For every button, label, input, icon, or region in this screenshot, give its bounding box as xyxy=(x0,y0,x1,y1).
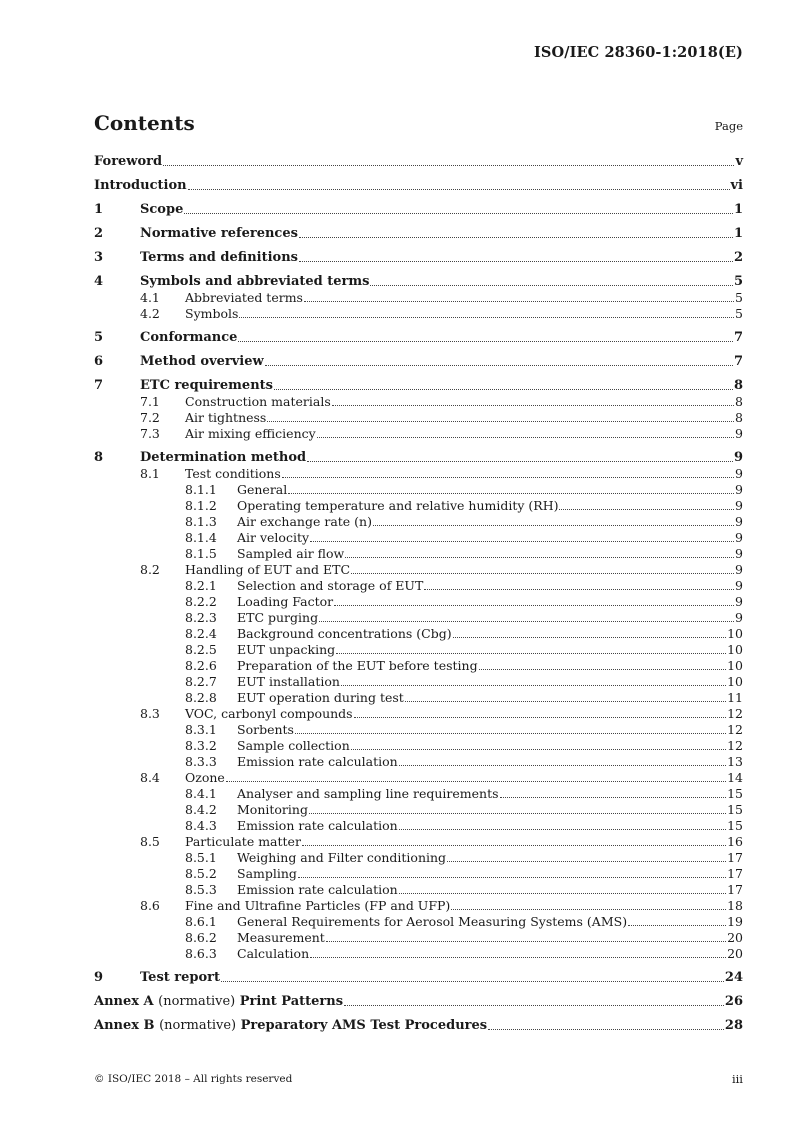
toc-entry[interactable] xyxy=(94,178,743,194)
toc-entry-page: 8 xyxy=(733,378,743,393)
toc-entry-label: Symbols and abbreviated terms xyxy=(140,274,370,289)
toc-entry-page: 9 xyxy=(735,514,743,529)
toc-entry-label: Particulate matter xyxy=(185,834,301,849)
toc-entry-page: 9 xyxy=(735,426,743,441)
toc-entry-page: 9 xyxy=(735,466,743,481)
toc-entry-number: 8.5 xyxy=(140,834,160,849)
toc-entry-page: 14 xyxy=(727,770,743,785)
dot-leader xyxy=(299,261,733,262)
toc-entry-number: 8.5.3 xyxy=(185,882,217,897)
toc-entry-label: Emission rate calculation xyxy=(237,818,398,833)
toc-entry-number: 8.1.1 xyxy=(185,482,217,497)
toc-entry-label: Method overview xyxy=(140,354,264,369)
toc-entry-page: 19 xyxy=(727,914,743,929)
toc-entry-label: Ozone xyxy=(185,770,225,785)
toc-entry-page: 18 xyxy=(727,898,743,913)
toc-entry[interactable] xyxy=(94,850,743,866)
toc-entry-number: 8.1.4 xyxy=(185,530,217,545)
toc-entry[interactable] xyxy=(94,674,743,690)
toc-entry-page: 16 xyxy=(727,834,743,849)
dot-leader xyxy=(319,621,734,622)
toc-entry-number: 4 xyxy=(94,274,104,289)
toc-entry-number: 2 xyxy=(94,226,104,241)
toc-entry[interactable] xyxy=(94,690,743,706)
document-identifier: ISO/IEC 28360-1:2018(E) xyxy=(534,44,743,61)
toc-entry-number: 8.2 xyxy=(140,562,160,577)
toc-entry-page: 9 xyxy=(735,610,743,625)
toc-entry-page: 10 xyxy=(727,626,743,641)
toc-entry-label: ETC purging xyxy=(237,610,319,625)
annex-prefix: Annex B xyxy=(94,1018,155,1033)
toc-entry-number: 3 xyxy=(94,250,104,265)
toc-entry-number: 9 xyxy=(94,970,104,985)
toc-entry[interactable] xyxy=(94,754,743,770)
dot-leader xyxy=(299,237,733,238)
toc-entry-number: 5 xyxy=(94,330,104,345)
toc-entry-label: Foreword xyxy=(94,154,163,169)
dot-leader xyxy=(399,765,726,766)
toc-entry[interactable] xyxy=(94,970,743,986)
toc-entry-label: Weighing and Filter conditioning xyxy=(237,850,447,865)
toc-entry[interactable] xyxy=(94,410,743,426)
toc-entry-page: 13 xyxy=(727,754,743,769)
toc-entry-label: Scope xyxy=(140,202,184,217)
toc-entry-page: 17 xyxy=(727,850,743,865)
toc-entry-page: 1 xyxy=(733,226,743,241)
toc-entry-number: 8.6 xyxy=(140,898,160,913)
dot-leader xyxy=(405,701,726,702)
toc-entry-number: 8.2.3 xyxy=(185,610,217,625)
dot-leader xyxy=(559,509,734,510)
toc-entry[interactable] xyxy=(94,250,743,266)
toc-entry-label: Handling of EUT and ETC xyxy=(185,562,351,577)
toc-entry-label: Abbreviated terms xyxy=(185,290,303,305)
toc-entry[interactable] xyxy=(94,330,743,346)
toc-entry-label: VOC, carbonyl compounds xyxy=(185,706,353,721)
toc-entry[interactable] xyxy=(94,482,743,498)
toc-entry-label: Sorbents xyxy=(237,722,294,737)
toc-entry-page: 15 xyxy=(727,818,743,833)
dot-leader xyxy=(309,813,726,814)
toc-entry-page: 10 xyxy=(727,658,743,673)
toc-entry-label: Conformance xyxy=(140,330,238,345)
toc-entry-page: 2 xyxy=(733,250,743,265)
toc-entry-page: 15 xyxy=(727,786,743,801)
dot-leader xyxy=(370,285,732,286)
toc-entry-label: Symbols xyxy=(185,306,239,321)
toc-entry-page: 9 xyxy=(735,482,743,497)
toc-entry-page: 17 xyxy=(727,882,743,897)
toc-entry-page: 7 xyxy=(733,354,743,369)
toc-entry-page: 20 xyxy=(727,946,743,961)
dot-leader xyxy=(479,669,727,670)
dot-leader xyxy=(332,405,734,406)
annex-kind: (normative) xyxy=(159,1018,237,1033)
toc-entry-page: 9 xyxy=(733,450,743,465)
toc-entry-number: 8.2.1 xyxy=(185,578,217,593)
toc-entry-number: 7 xyxy=(94,378,104,393)
annex-title: Print Patterns xyxy=(239,994,344,1009)
toc-entry-page: 8 xyxy=(735,394,743,409)
table-of-contents xyxy=(94,154,743,1034)
toc-entry[interactable] xyxy=(94,818,743,834)
toc-entry-number: 8.4.2 xyxy=(185,802,217,817)
dot-leader xyxy=(310,541,734,542)
toc-entry[interactable] xyxy=(94,642,743,658)
toc-entry[interactable] xyxy=(94,578,743,594)
toc-entry-number: 8.6.2 xyxy=(185,930,217,945)
dot-leader xyxy=(351,749,726,750)
toc-entry-page: 5 xyxy=(735,306,743,321)
dot-leader xyxy=(399,829,726,830)
dot-leader xyxy=(288,493,734,494)
toc-entry-number: 4.2 xyxy=(140,306,160,321)
toc-entry-label: Construction materials xyxy=(185,394,331,409)
page-title: Contents xyxy=(94,111,195,135)
toc-entry-label: Calculation xyxy=(237,946,310,961)
toc-entry[interactable] xyxy=(94,834,743,850)
toc-entry-number: 8.2.2 xyxy=(185,594,217,609)
toc-entry[interactable] xyxy=(94,514,743,530)
toc-entry-page: 5 xyxy=(735,290,743,305)
toc-entry-label: Air tightness xyxy=(185,410,267,425)
toc-entry[interactable] xyxy=(94,946,743,962)
toc-entry-label: Air exchange rate (n) xyxy=(237,514,372,529)
dot-leader xyxy=(310,957,726,958)
dot-leader xyxy=(298,877,726,878)
dot-leader xyxy=(265,365,733,366)
dot-leader xyxy=(295,733,726,734)
dot-leader xyxy=(226,781,726,782)
toc-entry[interactable] xyxy=(94,306,743,322)
dot-leader xyxy=(188,189,730,190)
toc-entry-label: Terms and definitions xyxy=(140,250,298,265)
toc-entry-label: Preparation of the EUT before testing xyxy=(237,658,478,673)
dot-leader xyxy=(334,605,734,606)
toc-entry-label: Monitoring xyxy=(237,802,308,817)
toc-entry-label: Introduction xyxy=(94,178,187,193)
toc-entry-label: Determination method xyxy=(140,450,307,465)
toc-entry[interactable] xyxy=(94,290,743,306)
toc-entry-number: 8.5.2 xyxy=(185,866,217,881)
toc-entry-label: Sampling xyxy=(237,866,297,881)
toc-entry-number: 8.4.1 xyxy=(185,786,217,801)
toc-entry[interactable] xyxy=(94,658,743,674)
toc-entry-label: Analyser and sampling line requirements xyxy=(237,786,499,801)
dot-leader xyxy=(302,845,726,846)
dot-leader xyxy=(336,653,726,654)
toc-entry-number: 8.2.7 xyxy=(185,674,217,689)
toc-entry-page: 1 xyxy=(733,202,743,217)
toc-entry-number: 8.6.1 xyxy=(185,914,217,929)
dot-leader xyxy=(354,717,727,718)
toc-entry-page: 9 xyxy=(735,562,743,577)
toc-entry[interactable] xyxy=(94,562,743,578)
toc-entry-label: Background concentrations (Cbg) xyxy=(237,626,452,641)
toc-entry-page: 28 xyxy=(724,1018,743,1033)
dot-leader xyxy=(345,557,734,558)
toc-entry[interactable] xyxy=(94,546,743,562)
toc-entry-page: 26 xyxy=(724,994,743,1009)
toc-entry-page: 10 xyxy=(727,674,743,689)
toc-entry[interactable] xyxy=(94,354,743,370)
toc-entry[interactable] xyxy=(94,394,743,410)
dot-leader xyxy=(304,301,734,302)
toc-entry-number: 8.3 xyxy=(140,706,160,721)
toc-entry[interactable] xyxy=(94,610,743,626)
toc-entry-number: 8.1.3 xyxy=(185,514,217,529)
copyright-notice: © ISO/IEC 2018 – All rights reserved xyxy=(94,1073,293,1085)
dot-leader xyxy=(341,685,726,686)
dot-leader xyxy=(447,861,726,862)
toc-entry-label: General Requirements for Aerosol Measuring Systems (AMS) xyxy=(237,914,628,929)
toc-entry-page: 9 xyxy=(735,546,743,561)
toc-entry[interactable] xyxy=(94,722,743,738)
toc-entry-number: 7.2 xyxy=(140,410,160,425)
dot-leader xyxy=(424,589,734,590)
toc-entry-number: 8.2.8 xyxy=(185,690,217,705)
toc-entry-page: 17 xyxy=(727,866,743,881)
dot-leader xyxy=(267,421,734,422)
toc-entry-number: 8.6.3 xyxy=(185,946,217,961)
toc-entry-page: 9 xyxy=(735,578,743,593)
toc-entry[interactable] xyxy=(94,626,743,642)
toc-entry-page: 9 xyxy=(735,594,743,609)
dot-leader xyxy=(239,317,734,318)
toc-entry-label: EUT unpacking xyxy=(237,642,336,657)
toc-entry-page: 5 xyxy=(733,274,743,289)
toc-entry-label: Fine and Ultrafine Particles (FP and UFP) xyxy=(185,898,451,913)
toc-entry-number: 8.4 xyxy=(140,770,160,785)
toc-entry-label: Measurement xyxy=(237,930,325,945)
toc-entry[interactable] xyxy=(94,498,743,514)
annex-title: Preparatory AMS Test Procedures xyxy=(240,1018,488,1033)
toc-entry-label: Selection and storage of EUT xyxy=(237,578,424,593)
toc-entry-label: Test report xyxy=(140,970,221,985)
toc-entry-page: 11 xyxy=(727,690,743,705)
dot-leader xyxy=(351,573,734,574)
dot-leader xyxy=(307,461,733,462)
dot-leader xyxy=(451,909,726,910)
toc-entry-number: 8.1 xyxy=(140,466,160,481)
toc-entry-number: 8.3.3 xyxy=(185,754,217,769)
toc-annex-entry[interactable] xyxy=(94,994,743,1010)
page-column-header: Page xyxy=(714,119,743,133)
toc-entry-number: 8 xyxy=(94,450,104,465)
toc-entry[interactable] xyxy=(94,450,743,466)
toc-entry-label: General xyxy=(237,482,288,497)
annex-kind: (normative) xyxy=(158,994,236,1009)
toc-entry-page: v xyxy=(735,154,743,169)
toc-entry[interactable] xyxy=(94,802,743,818)
toc-entry[interactable] xyxy=(94,274,743,290)
toc-entry-label: ETC requirements xyxy=(140,378,273,393)
toc-entry-page: 20 xyxy=(727,930,743,945)
toc-entry-page: 9 xyxy=(735,530,743,545)
toc-entry-number: 7.1 xyxy=(140,394,160,409)
toc-entry[interactable] xyxy=(94,706,743,722)
toc-entry-label: Loading Factor xyxy=(237,594,334,609)
toc-entry-label: Normative references xyxy=(140,226,298,241)
toc-entry-page: 8 xyxy=(735,410,743,425)
toc-entry-number: 8.4.3 xyxy=(185,818,217,833)
toc-entry[interactable] xyxy=(94,770,743,786)
toc-entry-label: Sample collection xyxy=(237,738,350,753)
toc-entry[interactable] xyxy=(94,530,743,546)
toc-entry-number: 8.2.5 xyxy=(185,642,217,657)
toc-entry[interactable] xyxy=(94,914,743,930)
toc-entry[interactable] xyxy=(94,898,743,914)
toc-entry[interactable] xyxy=(94,786,743,802)
dot-leader xyxy=(221,981,724,982)
toc-entry[interactable] xyxy=(94,202,743,218)
toc-entry-number: 4.1 xyxy=(140,290,160,305)
page-number: iii xyxy=(731,1072,743,1086)
toc-entry[interactable] xyxy=(94,378,743,394)
toc-entry-page: 12 xyxy=(727,706,743,721)
dot-leader xyxy=(453,637,727,638)
toc-entry-label: Test conditions xyxy=(185,466,281,481)
toc-entry-label: EUT operation during test xyxy=(237,690,404,705)
toc-entry-number: 8.2.4 xyxy=(185,626,217,641)
toc-entry[interactable] xyxy=(94,930,743,946)
dot-leader xyxy=(399,893,726,894)
dot-leader xyxy=(282,477,734,478)
toc-entry[interactable] xyxy=(94,154,743,170)
toc-entry-number: 8.3.2 xyxy=(185,738,217,753)
toc-entry-label: Emission rate calculation xyxy=(237,754,398,769)
toc-entry-page: vi xyxy=(730,178,743,193)
toc-entry-page: 7 xyxy=(733,330,743,345)
annex-label xyxy=(94,1018,487,1034)
toc-entry-number: 7.3 xyxy=(140,426,160,441)
toc-entry[interactable] xyxy=(94,226,743,242)
toc-entry-label: Air velocity xyxy=(237,530,310,545)
toc-entry[interactable] xyxy=(94,738,743,754)
dot-leader xyxy=(488,1029,724,1030)
dot-leader xyxy=(500,797,727,798)
toc-entry[interactable] xyxy=(94,866,743,882)
toc-entry[interactable] xyxy=(94,466,743,482)
toc-entry-number: 6 xyxy=(94,354,104,369)
toc-entry[interactable] xyxy=(94,594,743,610)
toc-entry[interactable] xyxy=(94,426,743,442)
toc-entry-page: 15 xyxy=(727,802,743,817)
toc-entry-number: 8.1.2 xyxy=(185,498,217,513)
dot-leader xyxy=(344,1005,724,1006)
annex-label xyxy=(94,994,343,1010)
annex-prefix: Annex A xyxy=(94,994,154,1009)
toc-entry-number: 8.2.6 xyxy=(185,658,217,673)
dot-leader xyxy=(184,213,733,214)
toc-entry-page: 12 xyxy=(727,738,743,753)
toc-entry-label: Operating temperature and relative humidity (RH) xyxy=(237,498,559,513)
toc-entry-number: 8.5.1 xyxy=(185,850,217,865)
toc-annex-entry[interactable] xyxy=(94,1018,743,1034)
dot-leader xyxy=(373,525,734,526)
toc-entry-number: 1 xyxy=(94,202,104,217)
dot-leader xyxy=(628,925,726,926)
dot-leader xyxy=(163,165,734,166)
toc-entry-label: Emission rate calculation xyxy=(237,882,398,897)
dot-leader xyxy=(317,437,734,438)
toc-entry-label: Sampled air flow xyxy=(237,546,345,561)
dot-leader xyxy=(326,941,726,942)
dot-leader xyxy=(274,389,733,390)
dot-leader xyxy=(238,341,733,342)
toc-entry-label: Air mixing efficiency xyxy=(185,426,316,441)
toc-entry-page: 10 xyxy=(727,642,743,657)
toc-entry-number: 8.1.5 xyxy=(185,546,217,561)
toc-entry[interactable] xyxy=(94,882,743,898)
toc-entry-number: 8.3.1 xyxy=(185,722,217,737)
toc-entry-page: 12 xyxy=(727,722,743,737)
toc-entry-label: EUT installation xyxy=(237,674,340,689)
toc-entry-page: 24 xyxy=(724,970,743,985)
toc-entry-page: 9 xyxy=(735,498,743,513)
